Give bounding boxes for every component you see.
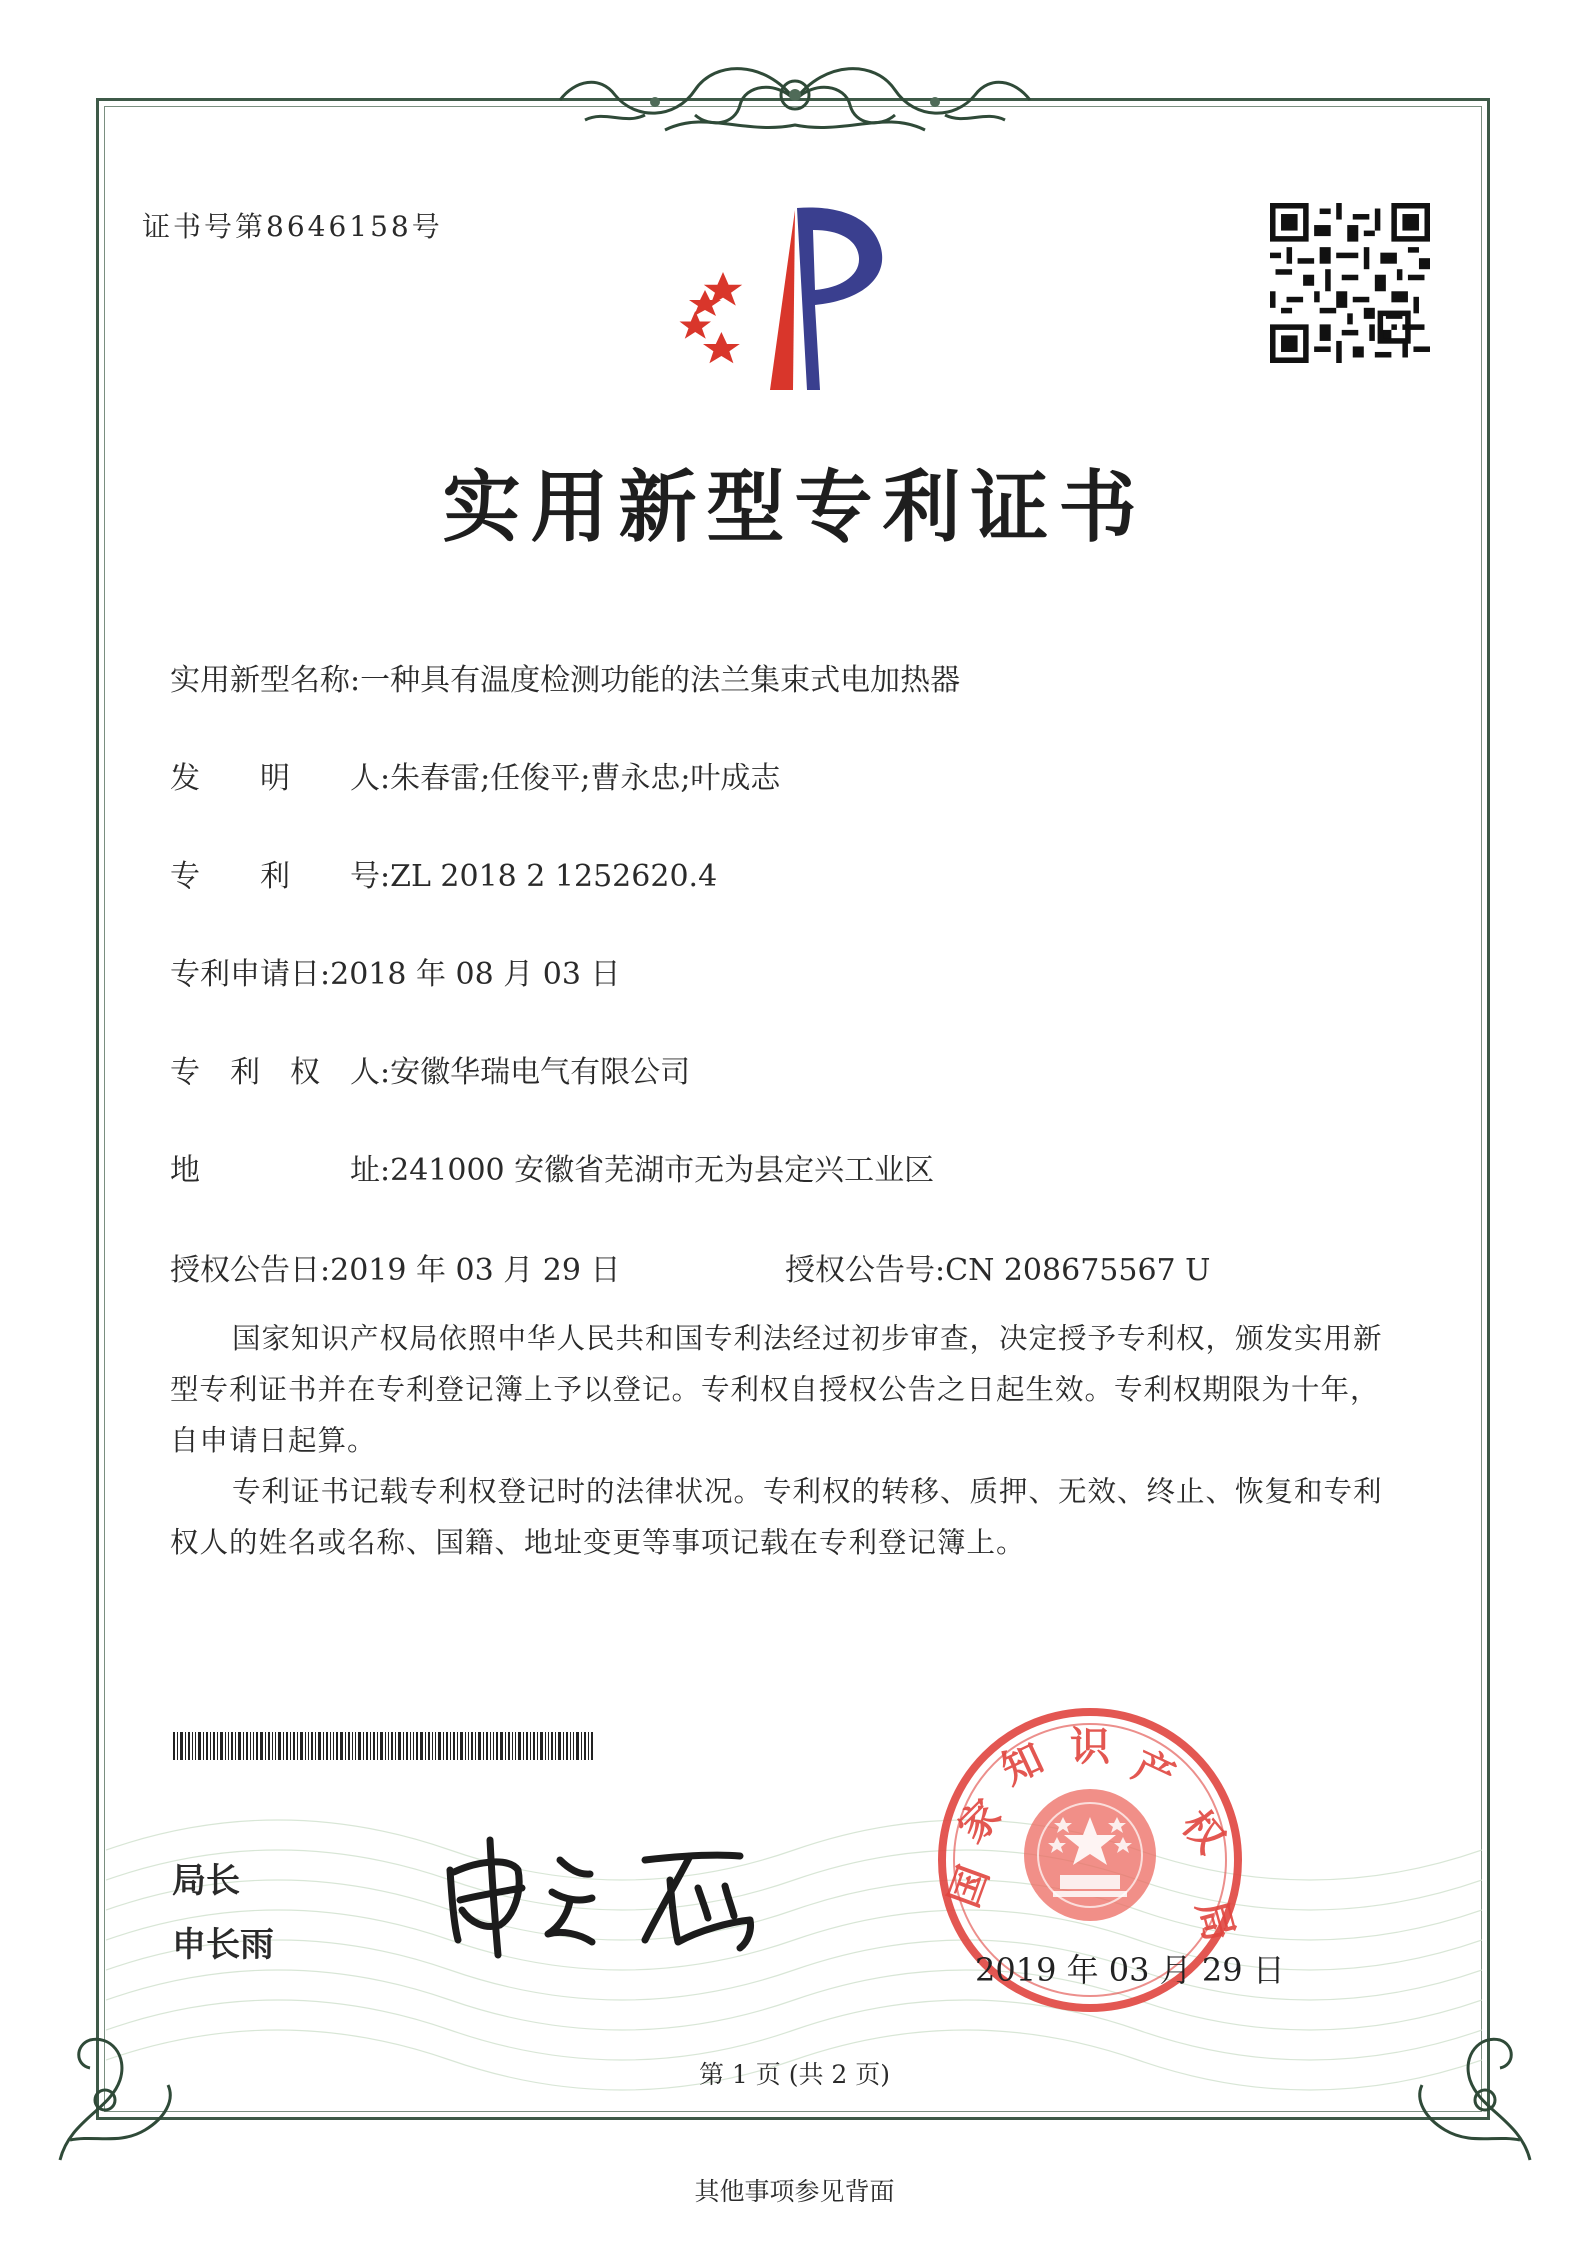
field-value: 朱春雷;任俊平;曹永忠;叶成志 — [390, 761, 781, 796]
field-label: 专利申请日: — [170, 957, 331, 992]
top-ornament-icon — [545, 40, 1045, 150]
qr-code-icon — [1270, 203, 1430, 363]
svg-text:国: 国 — [941, 1860, 999, 1914]
field-address — [170, 1145, 934, 1189]
legal-paragraph-2: 专利证书记载专利权登记时的法律状况。专利权的转移、质押、无效、终止、恢复和专利权人的姓名或名称、国籍、地址变更等事项记载在专利登记簿上。 — [170, 1475, 1383, 1559]
field-patentee — [170, 1047, 690, 1091]
certificate-number: 证书号第8646158号 — [142, 210, 443, 243]
footer-note: 其他事项参见背面 — [694, 2177, 895, 2206]
bottom-left-ornament-icon — [50, 2020, 200, 2170]
svg-text:识: 识 — [1070, 1724, 1110, 1770]
field-grant-announcement-number — [785, 1245, 1210, 1289]
page-indicator: 第 1 页 (共 2 页) — [698, 2060, 891, 2089]
field-label: 授权公告号: — [785, 1253, 946, 1288]
field-utility-model-name — [170, 655, 960, 699]
field-value: 241000 安徽省芜湖市无为县定兴工业区 — [390, 1153, 935, 1188]
svg-text:局: 局 — [1187, 1895, 1243, 1947]
field-value: 2019 年 03 月 29 日 — [330, 1253, 621, 1288]
field-label: 授权公告日: — [170, 1253, 331, 1288]
director-name: 申长雨 — [172, 1925, 274, 1965]
field-value: CN 208675567 U — [945, 1253, 1211, 1288]
field-label: 专 利 权 人: — [170, 1055, 391, 1090]
field-value: 2018 年 08 月 03 日 — [330, 957, 621, 992]
field-application-date — [170, 949, 621, 993]
field-value: ZL 2018 2 1252620.4 — [390, 859, 718, 894]
certificate-title: 实用新型专利证书 — [442, 462, 1147, 553]
director-title: 局长 — [172, 1861, 240, 1901]
field-label: 专 利 号: — [170, 859, 391, 894]
field-inventors — [170, 753, 780, 797]
field-value: 一种具有温度检测功能的法兰集束式电加热器 — [360, 663, 961, 698]
field-label: 地 址: — [170, 1153, 391, 1188]
svg-text:家: 家 — [949, 1791, 1011, 1853]
field-grant-announcement-date — [170, 1245, 621, 1289]
seal-date: 2019 年 03 月 29 日 — [975, 1951, 1285, 1989]
legal-paragraph-1: 国家知识产权局依照中华人民共和国专利法经过初步审查，决定授予专利权，颁发实用新型专利证书并在专利登记簿上予以登记。专利权自授权公告之日起生效。专利权期限为十年，自申请日起算。 — [170, 1322, 1383, 1457]
field-value: 安徽华瑞电气有限公司 — [390, 1055, 691, 1090]
cnipa-logo-icon — [675, 200, 905, 410]
signature-icon — [440, 1830, 800, 1960]
field-patent-number — [170, 851, 717, 895]
svg-text:产: 产 — [1125, 1742, 1182, 1801]
field-label: 实用新型名称: — [170, 663, 361, 698]
bottom-right-ornament-icon — [1390, 2020, 1540, 2170]
barcode-icon — [173, 1732, 593, 1760]
field-label: 发 明 人: — [170, 761, 391, 796]
svg-text:知: 知 — [994, 1735, 1051, 1795]
svg-text:权: 权 — [1172, 1801, 1234, 1863]
